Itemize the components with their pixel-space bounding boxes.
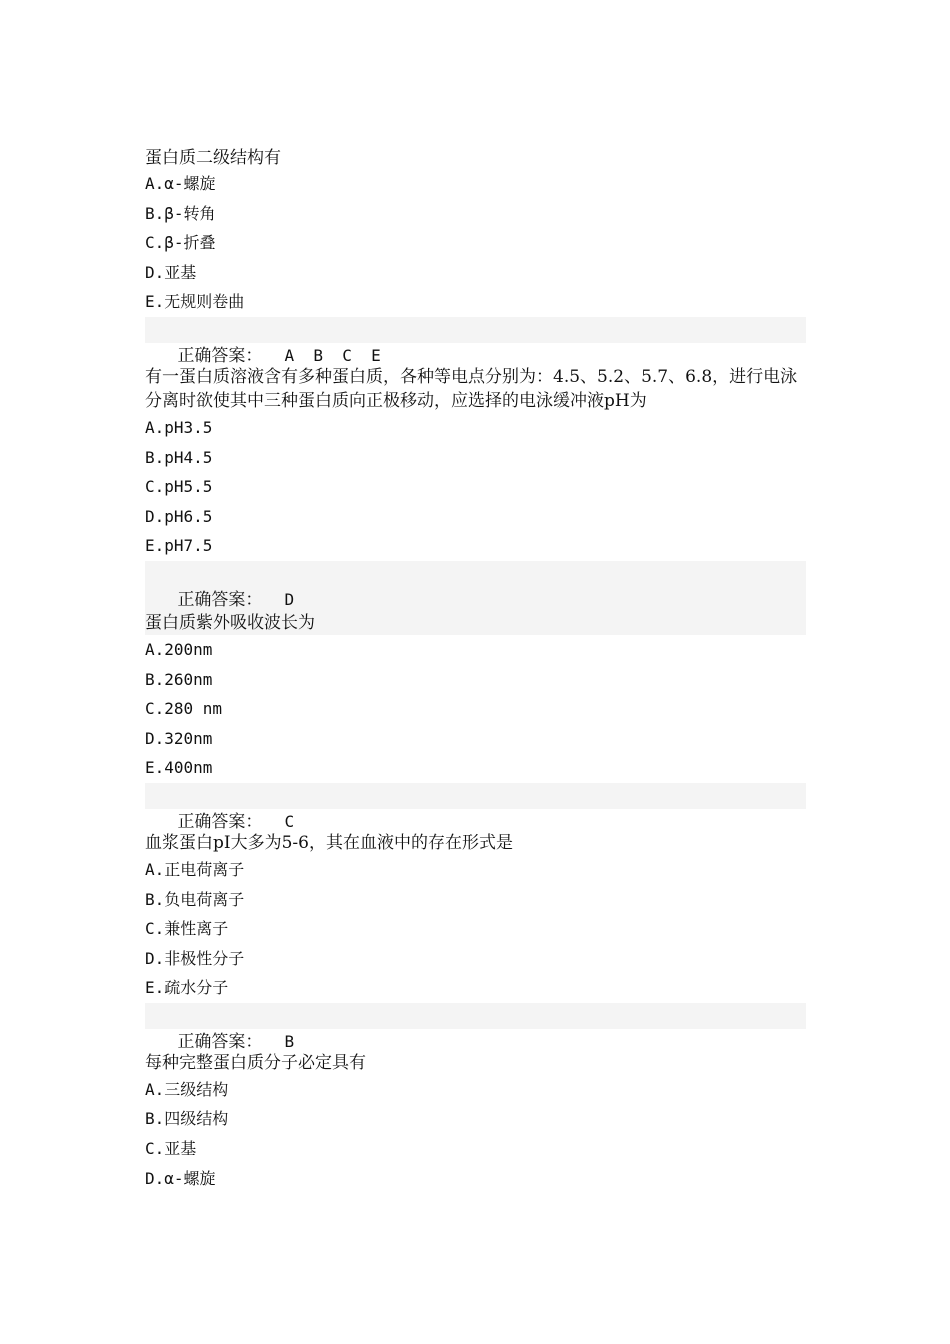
option-a: A.α-螺旋 [145,174,216,193]
answer-label: 正确答案： [177,811,263,832]
option-d: D.亚基 [145,262,197,282]
option-b: B.β-转角 [145,203,216,223]
answer-label: 正确答案： [177,345,263,366]
question-3 [145,611,806,832]
option-b: B.四级结构 [145,1109,229,1129]
option-c: C.pH5.5 [145,477,213,497]
option-e: E.疏水分子 [145,978,229,998]
option-b: B.pH4.5 [145,447,213,467]
option-d: D.pH6.5 [145,506,213,526]
answer-value: C [284,811,295,831]
option-a: A.三级结构 [145,1079,229,1099]
question-text: 蛋白质紫外吸收波长为 [145,611,806,635]
option-list [145,169,806,317]
option-list [145,635,806,783]
correct-answer [145,561,806,611]
option-c: C.β-折叠 [145,233,216,253]
option-list [145,413,806,561]
option-e: E.无规则卷曲 [145,292,245,312]
question-2 [145,365,806,611]
option-a: A.pH3.5 [145,417,213,437]
answer-label: 正确答案： [177,1031,263,1052]
answer-value: A B C E [284,345,381,365]
answer-value: B [284,1031,295,1051]
correct-answer [145,783,806,832]
question-document [145,146,806,1193]
option-e: E.400nm [145,758,213,778]
option-list [145,855,806,1003]
option-b: B.260nm [145,669,213,689]
option-a: A.200nm [145,639,213,659]
option-c: C.亚基 [145,1139,197,1159]
option-d: D.320nm [145,728,213,748]
option-d: D.非极性分子 [145,948,245,968]
option-c: C.280 nm [145,699,223,719]
question-4 [145,831,806,1052]
option-c: C.兼性离子 [145,919,229,939]
question-5 [145,1051,806,1193]
correct-answer [145,317,806,366]
option-e: E.pH7.5 [145,536,213,556]
answer-value: D [284,589,295,609]
question-text: 蛋白质二级结构有 [145,148,281,168]
question-1 [145,146,806,366]
question-text: 血浆蛋白pI大多为5-6，其在血液中的存在形式是 [145,832,513,853]
option-a: A.正电荷离子 [145,859,245,879]
question-text: 每种完整蛋白质分子必定具有 [145,1052,366,1073]
answer-label: 正确答案： [177,589,263,610]
option-d: D.α-螺旋 [145,1168,216,1188]
option-b: B.负电荷离子 [145,889,245,909]
correct-answer [145,1003,806,1052]
option-list [145,1075,806,1193]
question-text: 有一蛋白质溶液含有多种蛋白质，各种等电点分别为：4.5、5.2、5.7、6.8，进行电泳分离时欲使其中三种蛋白质向正极移动，应选择的电泳缓冲液pH为 [145,366,798,411]
